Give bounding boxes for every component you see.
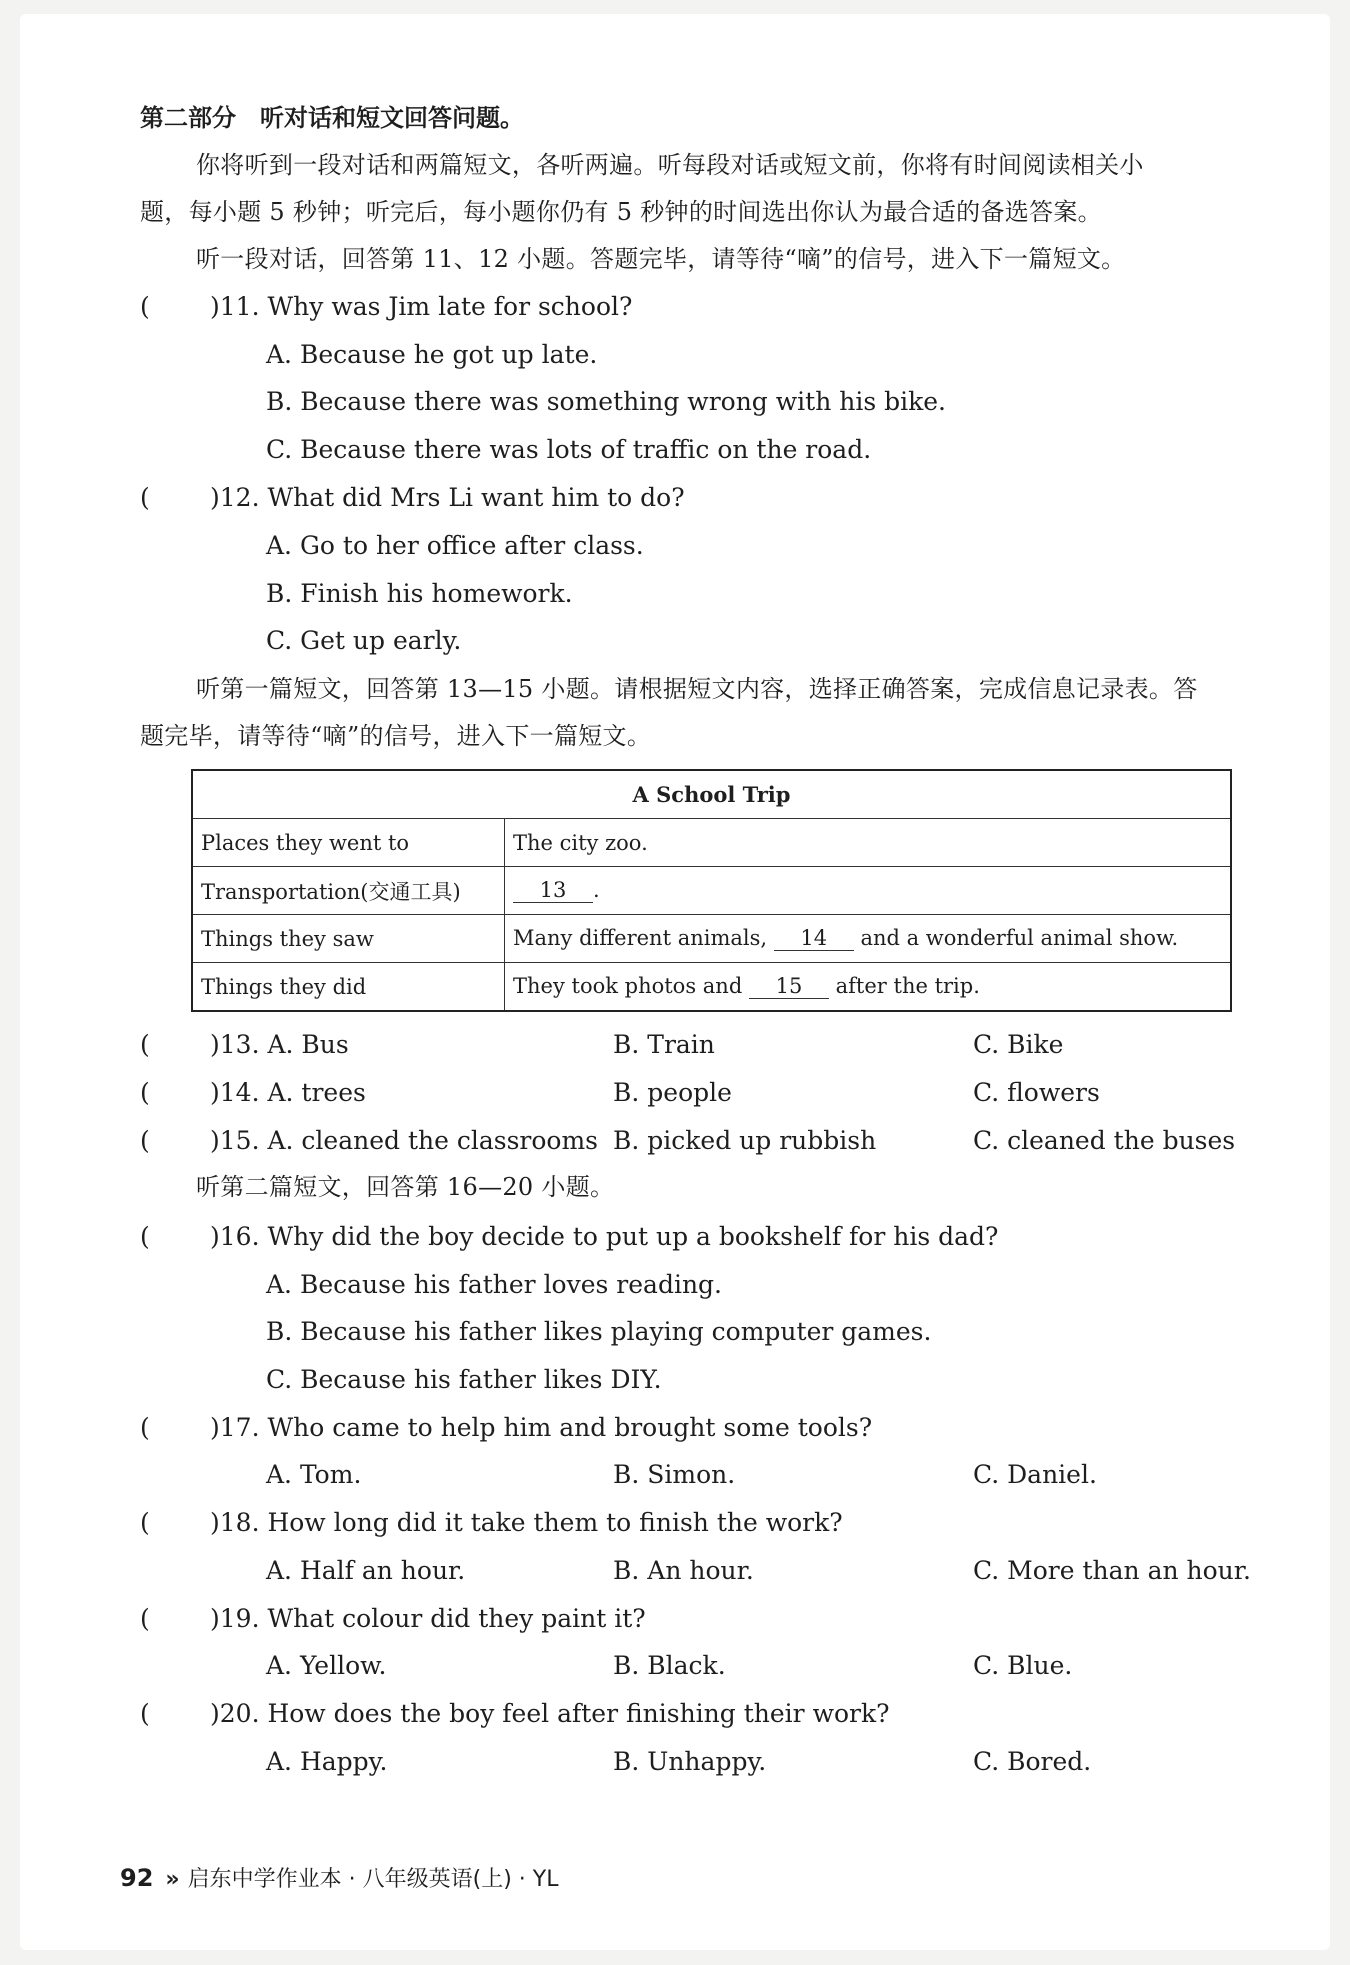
question-text: )20. How does the boy feel after finishing their work?	[210, 1699, 890, 1728]
school-trip-table	[191, 769, 1232, 1012]
answer-bracket: (	[140, 483, 150, 512]
option-c: C. flowers	[973, 1078, 1100, 1107]
row-label: Transportation(交通工具)	[192, 867, 505, 915]
passage1-instruction-1: 听第一篇短文，回答第 13—15 小题。请根据短文内容，选择正确答案，完成信息记录表。答	[196, 675, 1198, 703]
option-b: B. An hour.	[613, 1556, 754, 1585]
option-a: A. Tom.	[266, 1460, 362, 1489]
row-value	[505, 963, 1232, 1012]
page-footer	[120, 1862, 558, 1893]
passage1-instruction-2: 题完毕，请等待“嘀”的信号，进入下一篇短文。	[140, 722, 652, 750]
question-text: )17. Who came to help him and brought some tools?	[210, 1413, 873, 1442]
blank-13[interactable]: 13	[513, 878, 593, 903]
row-value-post: .	[593, 878, 600, 902]
row-value	[505, 915, 1232, 963]
option-c: C. Bored.	[973, 1747, 1092, 1776]
question-text: )16. Why did the boy decide to put up a bookshelf for his dad?	[210, 1222, 999, 1251]
answer-bracket: (	[140, 292, 150, 321]
table-title: A School Trip	[192, 770, 1231, 819]
table-row	[192, 819, 1231, 867]
answer-bracket: (	[140, 1604, 150, 1633]
answer-bracket: (	[140, 1508, 150, 1537]
answer-bracket: (	[140, 1126, 150, 1155]
intro-line-1: 你将听到一段对话和两篇短文，各听两遍。听每段对话或短文前，你将有时间阅读相关小	[196, 151, 1144, 179]
option-a: A. Half an hour.	[266, 1556, 466, 1585]
row-value	[505, 867, 1232, 915]
option-b: B. people	[613, 1078, 732, 1107]
row-label: Places they went to	[192, 819, 505, 867]
option-a: A. Because his father loves reading.	[266, 1270, 723, 1299]
option-b: B. Simon.	[613, 1460, 736, 1489]
blank-14[interactable]: 14	[774, 926, 854, 951]
answer-bracket: (	[140, 1078, 150, 1107]
row-label: Things they saw	[192, 915, 505, 963]
row-value-pre: Many different animals,	[513, 926, 768, 950]
row-label: Things they did	[192, 963, 505, 1012]
question-text: )15. A. cleaned the classrooms	[210, 1126, 598, 1155]
question-text: )14. A. trees	[210, 1078, 366, 1107]
row-value-pre: They took photos and	[513, 974, 743, 998]
row-value-post: and a wonderful animal show.	[860, 926, 1179, 950]
option-a: A. Go to her office after class.	[266, 531, 644, 560]
option-c: C. Blue.	[973, 1651, 1073, 1680]
question-text: )13. A. Bus	[210, 1030, 349, 1059]
passage2-instruction: 听第二篇短文，回答第 16—20 小题。	[196, 1173, 615, 1201]
option-c: C. More than an hour.	[973, 1556, 1251, 1585]
option-a: A. Because he got up late.	[266, 340, 598, 369]
answer-bracket: (	[140, 1030, 150, 1059]
option-a: A. Happy.	[266, 1747, 388, 1776]
row-value-text: The city zoo.	[513, 830, 648, 855]
option-b: B. Train	[613, 1030, 715, 1059]
row-value	[505, 819, 1232, 867]
row-value-post: after the trip.	[835, 974, 980, 998]
option-b: B. Finish his homework.	[266, 579, 573, 608]
option-b: B. Because his father likes playing computer games.	[266, 1317, 932, 1346]
option-c: C. Daniel.	[973, 1460, 1097, 1489]
option-c: C. cleaned the buses	[973, 1126, 1236, 1155]
answer-bracket: (	[140, 1699, 150, 1728]
page-number: 92	[120, 1864, 154, 1892]
question-text: )11. Why was Jim late for school?	[210, 292, 633, 321]
question-text: )19. What colour did they paint it?	[210, 1604, 646, 1633]
option-c: C. Get up early.	[266, 626, 462, 655]
table-row	[192, 963, 1231, 1012]
option-b: B. Black.	[613, 1651, 726, 1680]
option-b: B. picked up rubbish	[613, 1126, 877, 1155]
option-c: C. Because his father likes DIY.	[266, 1365, 662, 1394]
dialogue-instruction: 听一段对话，回答第 11、12 小题。答题完毕，请等待“嘀”的信号，进入下一篇短文。	[196, 245, 1126, 273]
book-title: 启东中学作业本 · 八年级英语(上) · YL	[187, 1867, 559, 1892]
table-row	[192, 867, 1231, 915]
table-row	[192, 915, 1231, 963]
intro-line-2: 题，每小题 5 秒钟；听完后，每小题你仍有 5 秒钟的时间选出你认为最合适的备选答案。	[140, 198, 1102, 226]
option-c: C. Because there was lots of traffic on the road.	[266, 435, 872, 464]
option-a: A. Yellow.	[266, 1651, 387, 1680]
question-text: )12. What did Mrs Li want him to do?	[210, 483, 685, 512]
section-title: 第二部分 听对话和短文回答问题。	[140, 104, 524, 132]
blank-15[interactable]: 15	[749, 974, 829, 999]
answer-bracket: (	[140, 1413, 150, 1442]
question-text: )18. How long did it take them to finish the work?	[210, 1508, 843, 1537]
worksheet-page	[20, 14, 1330, 1950]
option-c: C. Bike	[973, 1030, 1064, 1059]
option-b: B. Unhappy.	[613, 1747, 767, 1776]
option-b: B. Because there was something wrong with his bike.	[266, 387, 947, 416]
double-chevron-icon: »	[165, 1867, 180, 1892]
answer-bracket: (	[140, 1222, 150, 1251]
